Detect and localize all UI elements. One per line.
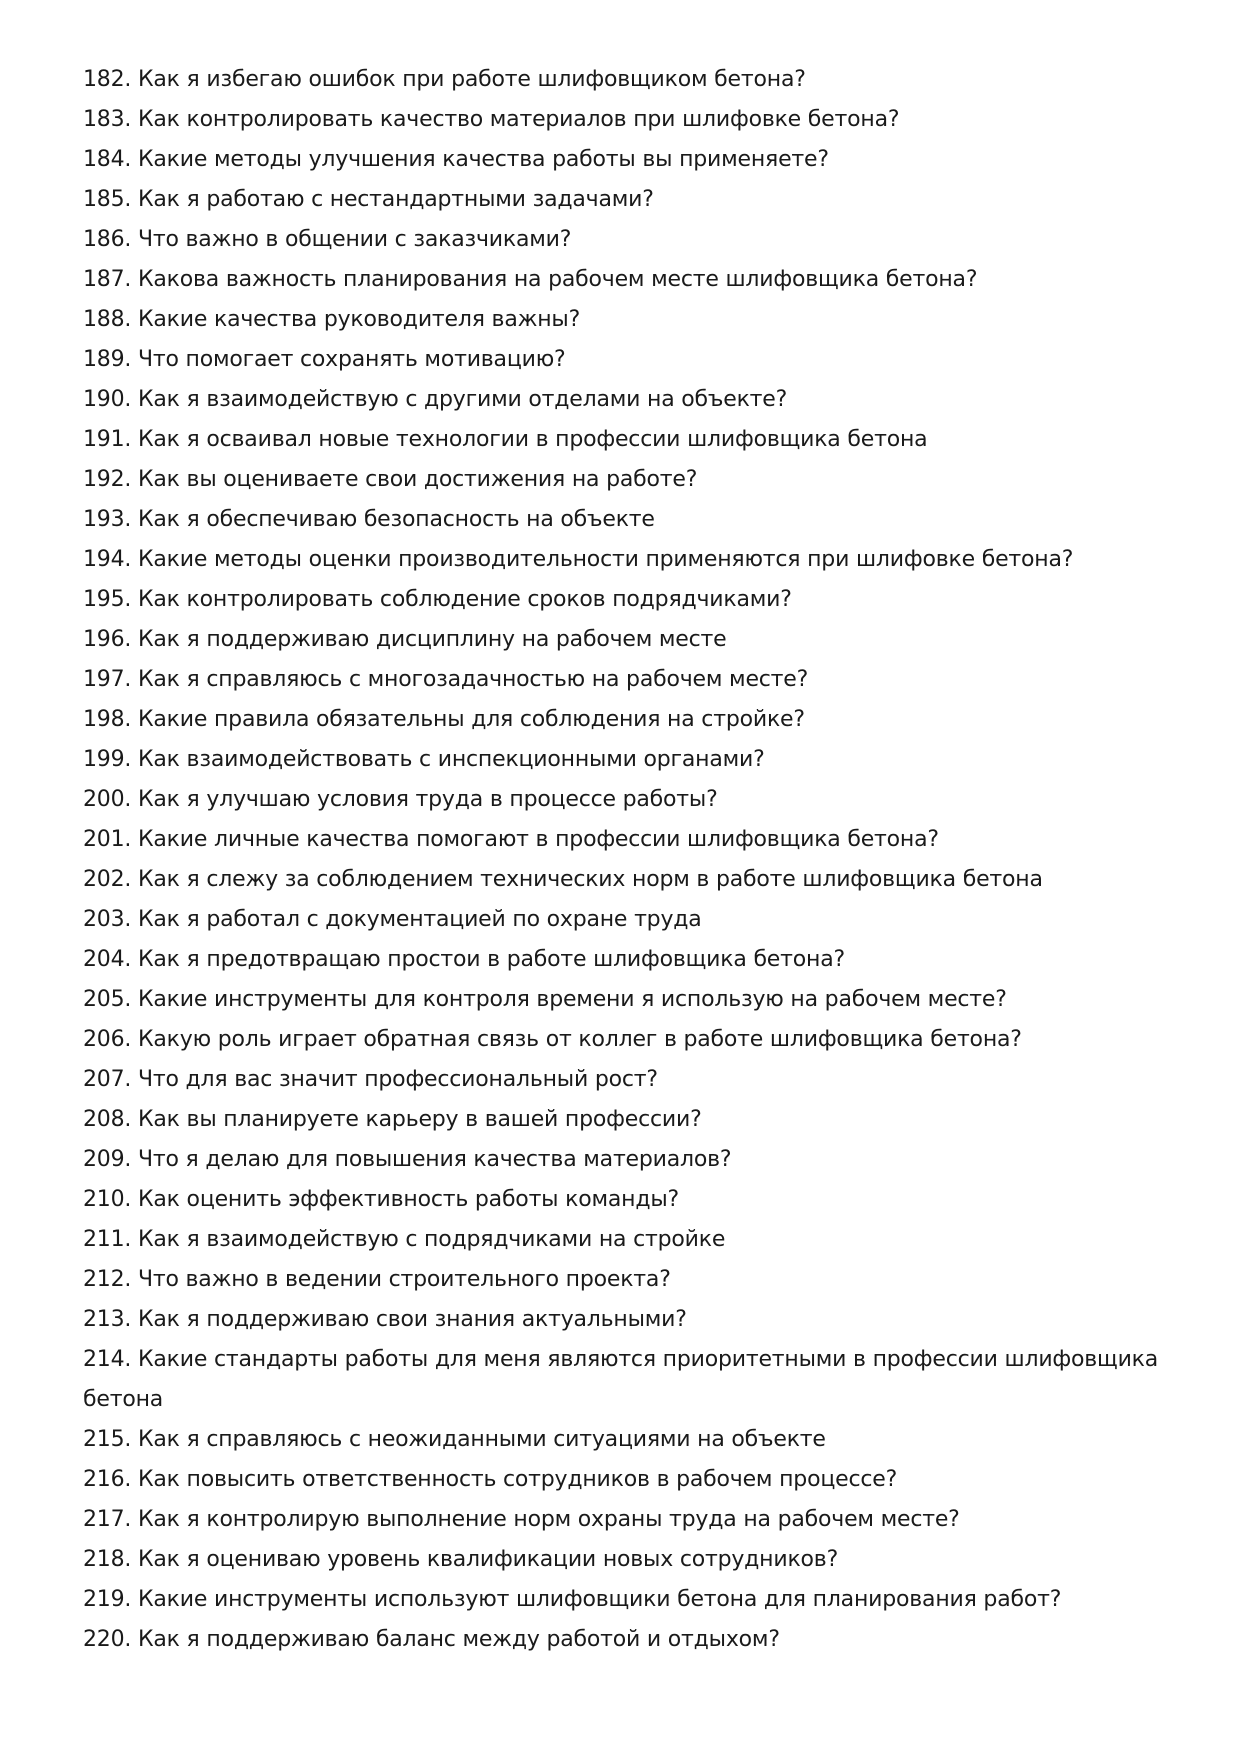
list-item: 196. Как я поддерживаю дисциплину на рабочем месте <box>83 627 727 652</box>
list-item: 205. Какие инструменты для контроля времени я использую на рабочем месте? <box>83 987 1007 1012</box>
list-item: 207. Что для вас значит профессиональный рост? <box>83 1067 658 1092</box>
list-item: 214. Какие стандарты работы для меня являются приоритетными в профессии шлифовщика бетона <box>83 1347 1159 1412</box>
list-item: 216. Как повысить ответственность сотрудников в рабочем процессе? <box>83 1467 898 1492</box>
list-item: 217. Как я контролирую выполнение норм охраны труда на рабочем месте? <box>83 1507 960 1532</box>
list-item: 195. Как контролировать соблюдение сроков подрядчиками? <box>83 587 792 612</box>
list-item: 220. Как я поддерживаю баланс между работой и отдыхом? <box>83 1627 780 1652</box>
list-item: 208. Как вы планируете карьеру в вашей профессии? <box>83 1107 702 1132</box>
list-item: 204. Как я предотвращаю простои в работе шлифовщика бетона? <box>83 947 845 972</box>
list-item: 198. Какие правила обязательны для соблюдения на стройке? <box>83 707 805 732</box>
list-item: 200. Как я улучшаю условия труда в процессе работы? <box>83 787 718 812</box>
list-item: 191. Как я осваивал новые технологии в профессии шлифовщика бетона <box>83 427 928 452</box>
list-item: 187. Какова важность планирования на рабочем месте шлифовщика бетона? <box>83 267 978 292</box>
list-item: 212. Что важно в ведении строительного проекта? <box>83 1267 671 1292</box>
list-item: 202. Как я слежу за соблюдением технических норм в работе шлифовщика бетона <box>83 867 1043 892</box>
list-item: 210. Как оценить эффективность работы команды? <box>83 1187 680 1212</box>
list-item: 203. Как я работал с документацией по охране труда <box>83 907 702 932</box>
list-item: 194. Какие методы оценки производительности применяются при шлифовке бетона? <box>83 547 1074 572</box>
list-item: 209. Что я делаю для повышения качества материалов? <box>83 1147 732 1172</box>
list-item: 206. Какую роль играет обратная связь от коллег в работе шлифовщика бетона? <box>83 1027 1022 1052</box>
list-item: 197. Как я справляюсь с многозадачностью на рабочем месте? <box>83 667 809 692</box>
list-item: 193. Как я обеспечиваю безопасность на объекте <box>83 507 655 532</box>
list-item: 185. Как я работаю с нестандартными задачами? <box>83 187 654 212</box>
list-item: 218. Как я оцениваю уровень квалификации новых сотрудников? <box>83 1547 839 1572</box>
list-item: 183. Как контролировать качество материалов при шлифовке бетона? <box>83 107 900 132</box>
list-item: 190. Как я взаимодействую с другими отделами на объекте? <box>83 387 788 412</box>
list-item: 211. Как я взаимодействую с подрядчиками на стройке <box>83 1227 726 1252</box>
list-item: 215. Как я справляюсь с неожиданными ситуациями на объекте <box>83 1427 826 1452</box>
list-item: 192. Как вы оцениваете свои достижения на работе? <box>83 467 698 492</box>
list-item: 182. Как я избегаю ошибок при работе шлифовщиком бетона? <box>83 67 806 92</box>
list-item: 186. Что важно в общении с заказчиками? <box>83 227 572 252</box>
list-item: 219. Какие инструменты используют шлифовщики бетона для планирования работ? <box>83 1587 1062 1612</box>
list-item: 188. Какие качества руководителя важны? <box>83 307 581 332</box>
list-item: 213. Как я поддерживаю свои знания актуальными? <box>83 1307 687 1332</box>
list-item: 189. Что помогает сохранять мотивацию? <box>83 347 566 372</box>
list-item: 201. Какие личные качества помогают в профессии шлифовщика бетона? <box>83 827 939 852</box>
list-item: 184. Какие методы улучшения качества работы вы применяете? <box>83 147 829 172</box>
question-list <box>83 60 1163 1660</box>
list-item: 199. Как взаимодействовать с инспекционными органами? <box>83 747 765 772</box>
